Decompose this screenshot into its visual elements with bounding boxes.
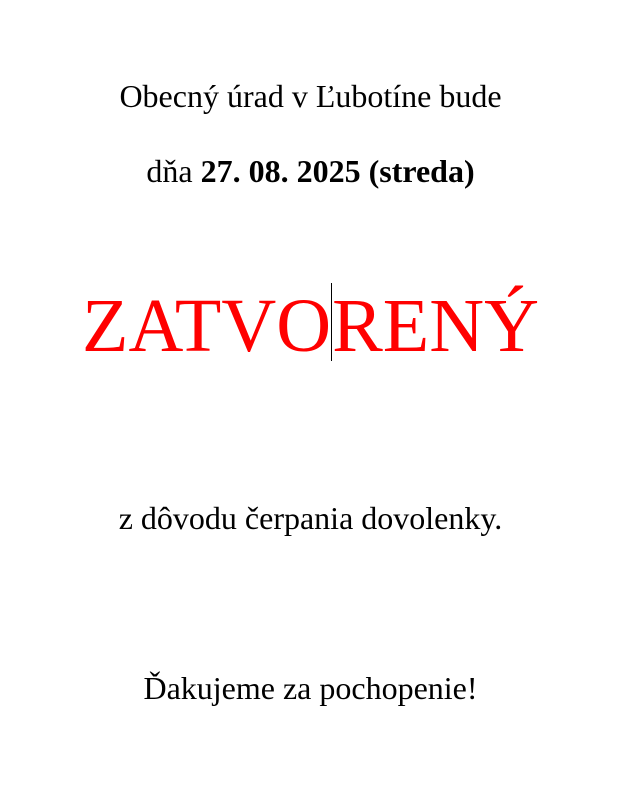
notice-heading-line: Obecný úrad v Ľubotíne bude [119, 78, 502, 114]
closure-date: 27. 08. 2025 (streda) [200, 153, 475, 189]
closed-word-part2: RENÝ [332, 284, 539, 368]
notice-date-line [0, 151, 621, 191]
notice-reason-line: z dôvodu čerpania dovolenky. [118, 500, 503, 536]
notice-thanks-line: Ďakujeme za pochopenie! [143, 670, 478, 706]
closed-word-part1: ZATVO [82, 284, 332, 368]
closed-word [0, 283, 621, 369]
date-prefix: dňa [146, 153, 201, 189]
